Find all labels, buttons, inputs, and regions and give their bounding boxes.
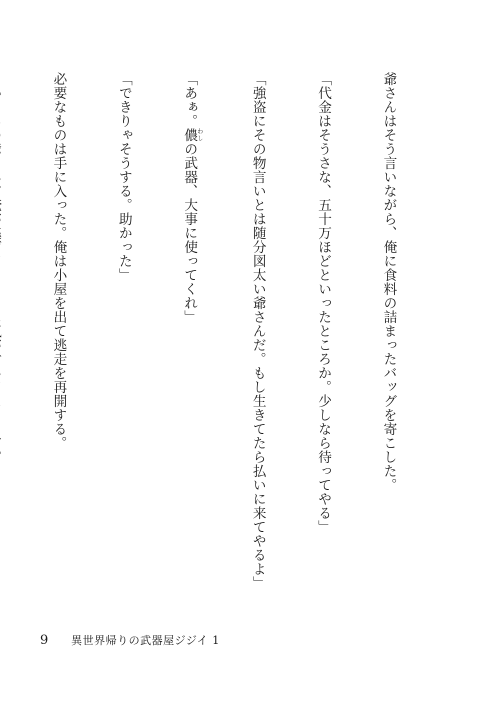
ruby-reading: わし xyxy=(195,128,203,142)
text-line-4 xyxy=(177,72,202,542)
ruby-base: 儂 xyxy=(181,128,198,142)
text-line-5: 「できりゃそうする。助かった」 xyxy=(115,72,132,282)
text-line-2: 「代金はそうさな、五十万ほどといったところか。少しなら待ってやる」 xyxy=(315,72,332,534)
page-number: 9 xyxy=(40,633,49,648)
text-line-1: 爺さんはそう言いながら、俺に食料の詰まったバッグを寄こした。 xyxy=(380,72,397,492)
text-line-7 xyxy=(0,72,3,542)
ruby-washi xyxy=(181,128,203,142)
page-footer xyxy=(40,632,220,648)
text-line-3: 「強盗にその物言いとは随分図太い爺さんだ。もし生きてたら払いに来てやるよ」 xyxy=(249,72,266,590)
text-line-4-part-1: 「あぁ。 xyxy=(181,72,198,128)
text-line-6: 必要なものは手に入った。俺は小屋を出て逃走を再開する。 xyxy=(50,72,67,450)
text-line-4-part-2: の武器、大事に使ってくれ」 xyxy=(181,142,198,324)
vertical-text-body xyxy=(0,72,442,590)
book-title: 異世界帰りの武器屋ジジイ 1 xyxy=(71,634,220,647)
